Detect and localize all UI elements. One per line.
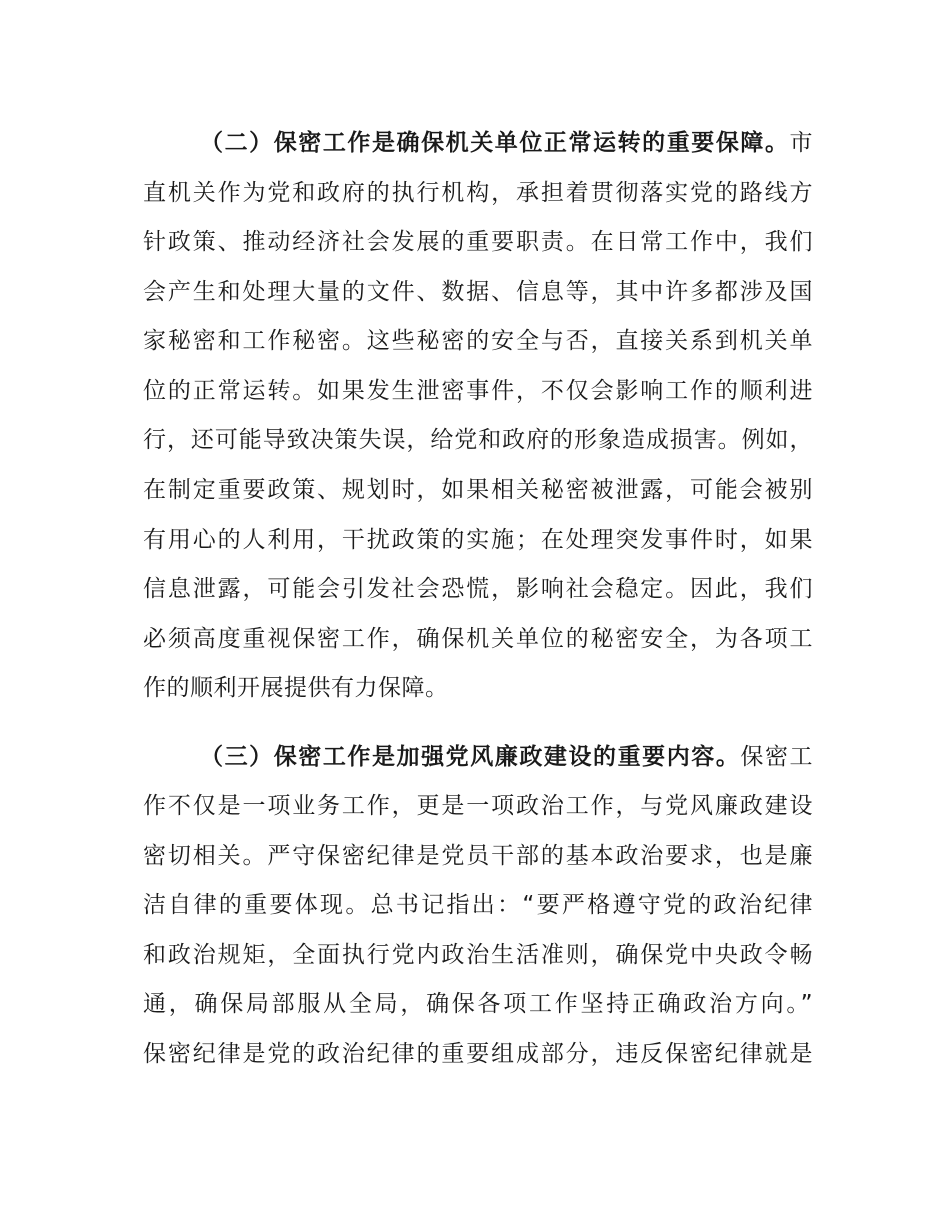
section2-line-4: 家秘密和工作秘密。这些秘密的安全与否，直接关系到机关单 <box>143 328 813 354</box>
section3-line-3: 洁自律的重要体现。总书记指出：“要严格遵守党的政治纪律 <box>143 892 813 918</box>
section2-line-9: 信息泄露，可能会引发社会恐慌，影响社会稳定。因此，我们 <box>143 576 813 602</box>
section3-line-1: 作不仅是一项业务工作，更是一项政治工作，与党风廉政建设 <box>143 793 813 819</box>
section2-line-3: 会产生和处理大量的文件、数据、信息等，其中许多都涉及国 <box>143 279 813 305</box>
section2-line-8: 有用心的人利用，干扰政策的实施；在处理突发事件时，如果 <box>143 527 813 553</box>
section3-line-5: 通，确保局部服从全局，确保各项工作坚持正确政治方向。” <box>143 991 813 1017</box>
section2-line-11: 作的顺利开展提供有力保障。 <box>143 675 449 701</box>
section3-first-line <box>200 737 813 777</box>
section2-heading-rest: 市 <box>789 130 813 156</box>
section2-line-7: 在制定重要政策、规划时，如果相关秘密被泄露，可能会被别 <box>143 477 813 503</box>
section3-line-2: 密切相关。严守保密纪律是党员干部的基本政治要求，也是廉 <box>143 843 813 869</box>
section2-line-6: 行，还可能导致决策失误，给党和政府的形象造成损害。例如， <box>143 427 813 453</box>
section3-heading-rest: 保密工 <box>740 744 813 770</box>
section3-line-4: 和政治规矩，全面执行党内政治生活准则，确保党中央政令畅 <box>143 942 813 968</box>
section2-line-10: 必须高度重视保密工作，确保机关单位的秘密安全，为各项工 <box>143 626 813 652</box>
section2-heading: （二）保密工作是确保机关单位正常运转的重要保障。 <box>200 130 790 156</box>
section3-line-6: 保密纪律是党的政治纪律的重要组成部分，违反保密纪律就是 <box>143 1041 813 1067</box>
section3-heading: （三）保密工作是加强党风廉政建设的重要内容。 <box>200 744 741 770</box>
section2-line-2: 针政策、推动经济社会发展的重要职责。在日常工作中，我们 <box>143 229 813 255</box>
section2-first-line <box>200 123 813 163</box>
section2-line-1: 直机关作为党和政府的执行机构，承担着贯彻落实党的路线方 <box>143 180 813 206</box>
section2-line-5: 位的正常运转。如果发生泄密事件，不仅会影响工作的顺利进 <box>143 378 813 404</box>
